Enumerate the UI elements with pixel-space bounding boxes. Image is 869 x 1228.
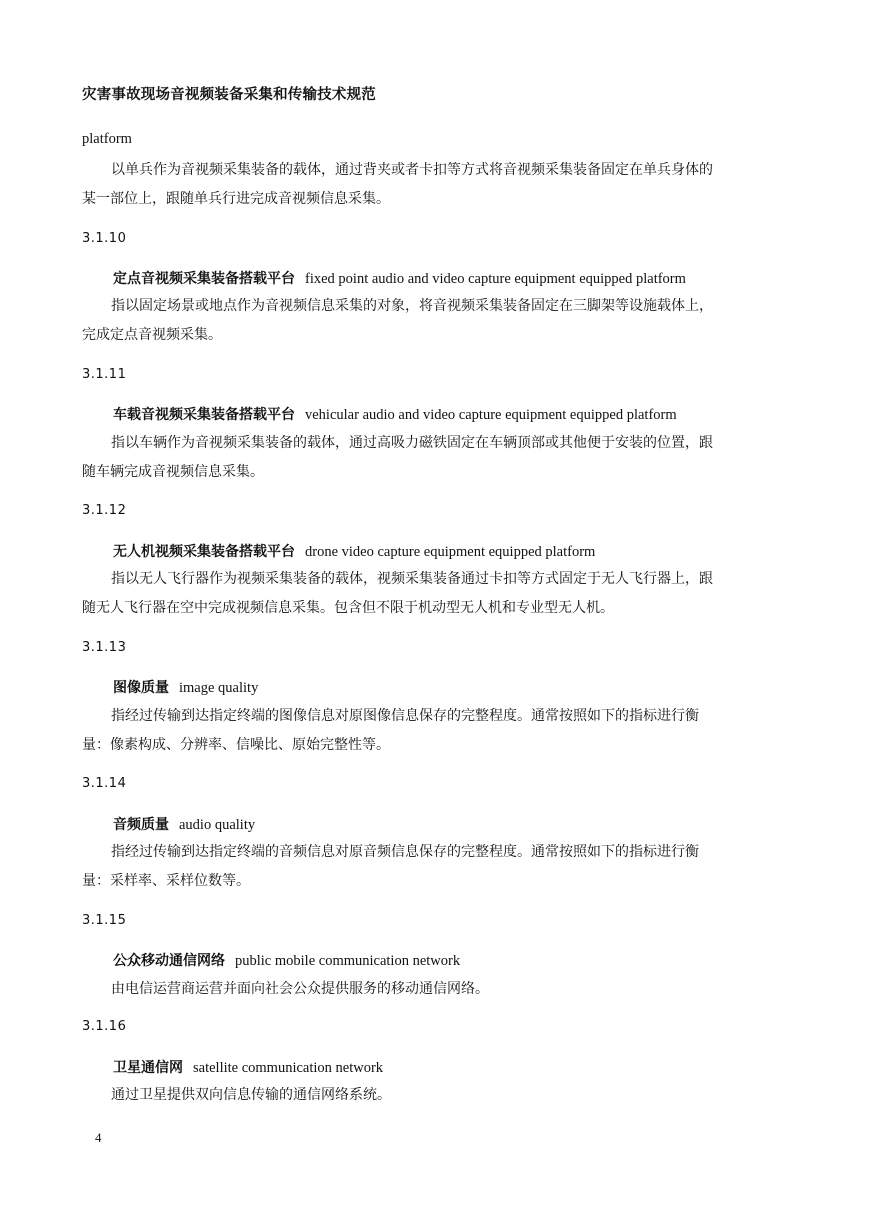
term-english: image quality xyxy=(179,680,259,696)
term-chinese: 图像质量 xyxy=(113,680,169,696)
term-heading xyxy=(113,950,460,970)
term-continuation: platform xyxy=(82,131,132,147)
clause-number: 3.1.12 xyxy=(82,503,127,518)
definition-line: 某一部位上，跟随单兵行进完成音视频信息采集。 xyxy=(82,191,390,207)
definition-line: 完成定点音视频采集。 xyxy=(82,327,222,343)
term-chinese: 卫星通信网 xyxy=(113,1060,183,1076)
term-heading xyxy=(113,404,677,424)
clause-number: 3.1.10 xyxy=(82,231,127,246)
term-english: fixed point audio and video capture equipment equipped platform xyxy=(305,271,686,287)
definition-line: 随车辆完成音视频信息采集。 xyxy=(82,464,264,480)
page-header-title: 灾害事故现场音视频装备采集和传输技术规范 xyxy=(82,87,376,103)
term-chinese: 车载音视频采集装备搭载平台 xyxy=(113,407,295,423)
clause-number: 3.1.14 xyxy=(82,776,127,791)
clause-number: 3.1.11 xyxy=(82,367,127,382)
definition-line: 以单兵作为音视频采集装备的载体，通过背夹或者卡扣等方式将音视频采集装备固定在单兵身体的 xyxy=(111,162,713,178)
term-chinese: 无人机视频采集装备搭载平台 xyxy=(113,544,295,560)
definition-line: 由电信运营商运营并面向社会公众提供服务的移动通信网络。 xyxy=(111,981,489,997)
term-english: drone video capture equipment equipped platform xyxy=(305,544,596,560)
definition-line: 通过卫星提供双向信息传输的通信网络系统。 xyxy=(111,1087,391,1103)
term-chinese: 音频质量 xyxy=(113,817,169,833)
term-heading xyxy=(113,541,595,561)
clause-number: 3.1.13 xyxy=(82,640,127,655)
term-english: public mobile communication network xyxy=(235,953,461,969)
definition-line: 指以固定场景或地点作为音视频信息采集的对象，将音视频采集装备固定在三脚架等设施载体上， xyxy=(111,298,713,314)
term-english: vehicular audio and video capture equipment equipped platform xyxy=(305,407,677,423)
term-chinese: 定点音视频采集装备搭载平台 xyxy=(113,271,295,287)
definition-line: 随无人飞行器在空中完成视频信息采集。包含但不限于机动型无人机和专业型无人机。 xyxy=(82,600,614,616)
definition-line: 指以车辆作为音视频采集装备的载体，通过高吸力磁铁固定在车辆顶部或其他便于安装的位置，跟 xyxy=(111,435,713,451)
clause-number: 3.1.16 xyxy=(82,1019,127,1034)
term-heading xyxy=(113,268,686,288)
definition-line: 指经过传输到达指定终端的音频信息对原音频信息保存的完整程度。通常按照如下的指标进行衡 xyxy=(111,844,699,860)
clause-number: 3.1.15 xyxy=(82,913,127,928)
page-number: 4 xyxy=(95,1130,102,1145)
definition-line: 量：像素构成、分辨率、信噪比、原始完整性等。 xyxy=(82,737,390,753)
term-chinese: 公众移动通信网络 xyxy=(113,953,225,969)
term-english: satellite communication network xyxy=(193,1060,384,1076)
definition-line: 指经过传输到达指定终端的图像信息对原图像信息保存的完整程度。通常按照如下的指标进行衡 xyxy=(111,708,699,724)
term-english: audio quality xyxy=(179,817,256,833)
definition-line: 指以无人飞行器作为视频采集装备的载体，视频采集装备通过卡扣等方式固定于无人飞行器上，跟 xyxy=(111,571,713,587)
term-heading xyxy=(113,1057,383,1077)
term-heading xyxy=(113,677,258,697)
definition-line: 量：采样率、采样位数等。 xyxy=(82,873,250,889)
term-heading xyxy=(113,814,255,834)
